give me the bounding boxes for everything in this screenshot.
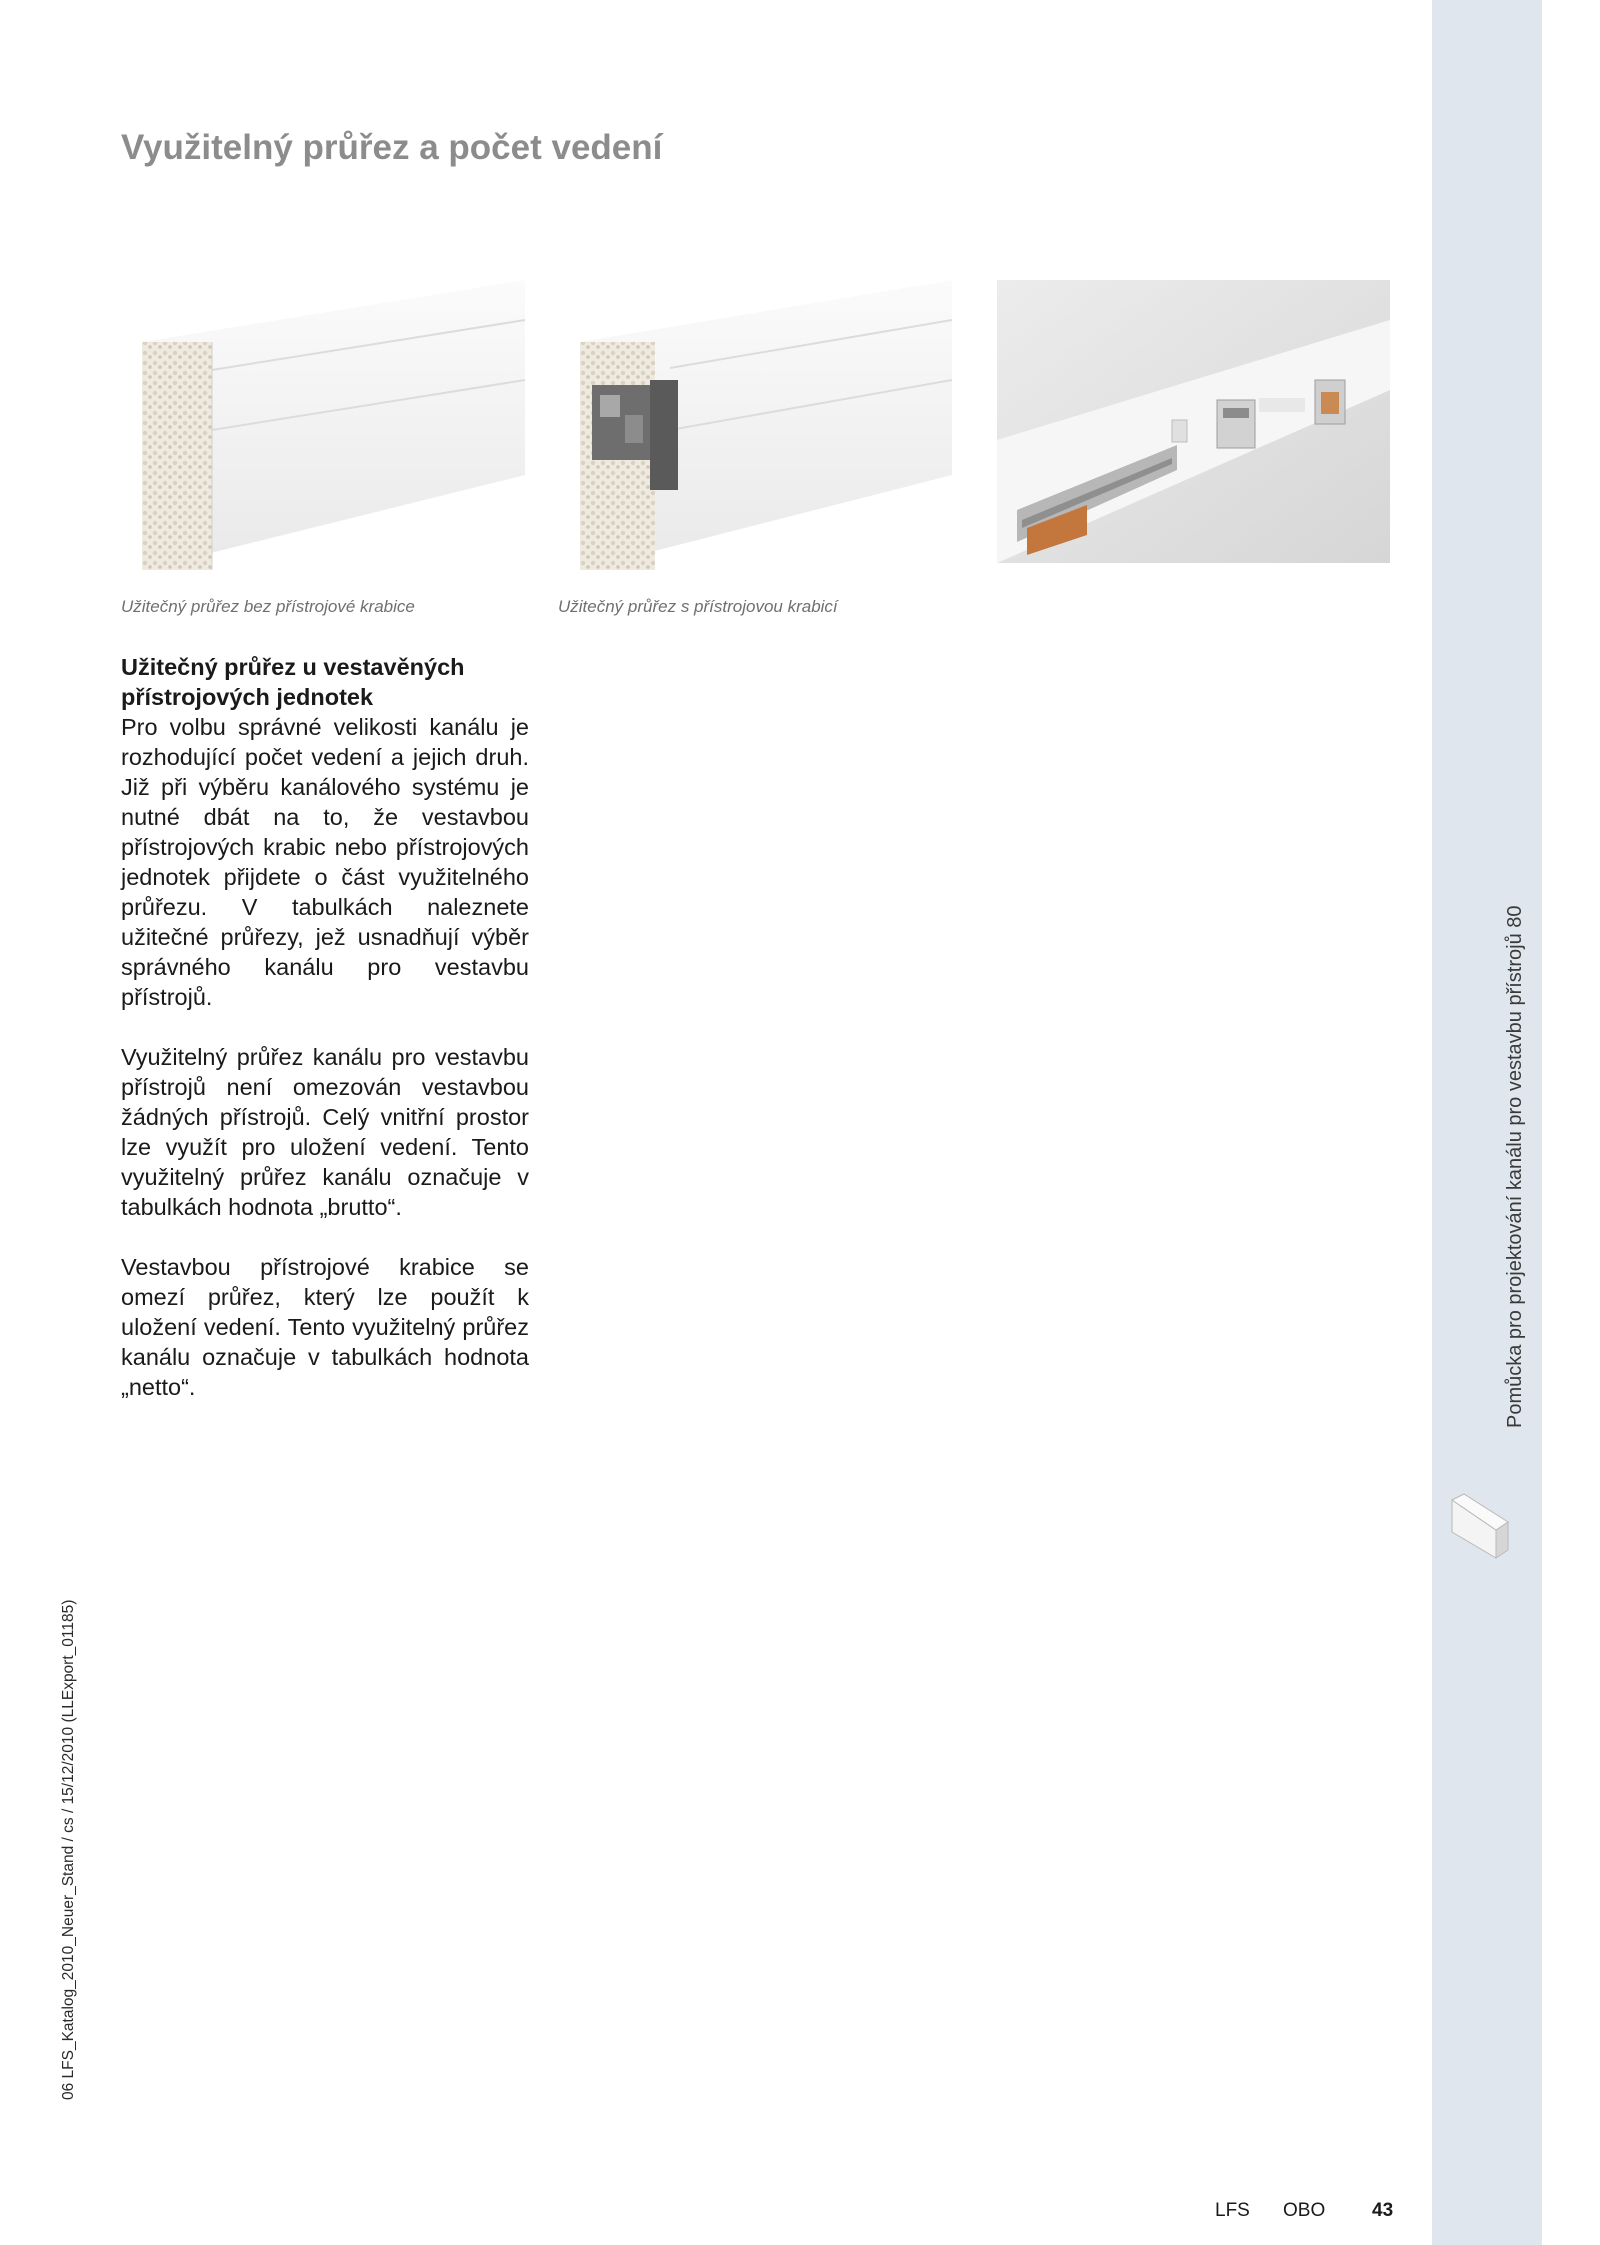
duct-without-box-photo [142,280,525,570]
caption-with-box: Užitečný průřez s přístrojovou krabicí [558,597,838,616]
cable-duct-icon [1448,1492,1512,1564]
body-text-column [121,652,529,1402]
print-job-note: 06 LFS_Katalog_2010_Neuer_Stand / cs / 15/12/2010 (LLExport_01185) [60,1599,77,2100]
mounted-duct-photo [997,280,1390,563]
caption-without-box: Užitečný průřez bez přístrojové krabice [121,597,415,616]
section-heading: Užitečný průřez u vestavěných přístrojových jednotek [121,654,465,710]
footer-brand-lfs: LFS [1215,2200,1250,2221]
footer-brand-obo: OBO [1283,2200,1326,2221]
sidebar-chapter-label: Pomůcka pro projektování kanálu pro vestavbu přístrojů 80 [1504,905,1526,1428]
paragraph-intro: Pro volbu správné velikosti kanálu je rozhodující počet vedení a jejich druh. Již při výběru kanálového systému je nutné dbát na to, že vestavbou přístrojových krabic nebo přístrojových jednotek přijdete o část využitelného průřezu. V tabulkách naleznete užitečné průřezy, jež usnadňují výběr správného kanálu pro vestavbu přístrojů. [121,714,529,1010]
paragraph-brutto: Využitelný průřez kanálu pro vestavbu přístrojů není omezován vestavbou žádných přístrojů. Celý vnitřní prostor lze využít pro uložení vedení. Tento využitelný průřez kanálu označuje v tabulkách hodnota „brutto“. [121,1044,529,1220]
page-number: 43 [1372,2200,1394,2221]
duct-with-box-photo [580,280,952,570]
paragraph-netto: Vestavbou přístrojové krabice se omezí průřez, který lze použít k uložení vedení. Tento využitelný průřez kanálu označuje v tabulkách hodnota „netto“. [121,1254,529,1400]
page-title: Využitelný průřez a počet vedení [121,128,663,167]
